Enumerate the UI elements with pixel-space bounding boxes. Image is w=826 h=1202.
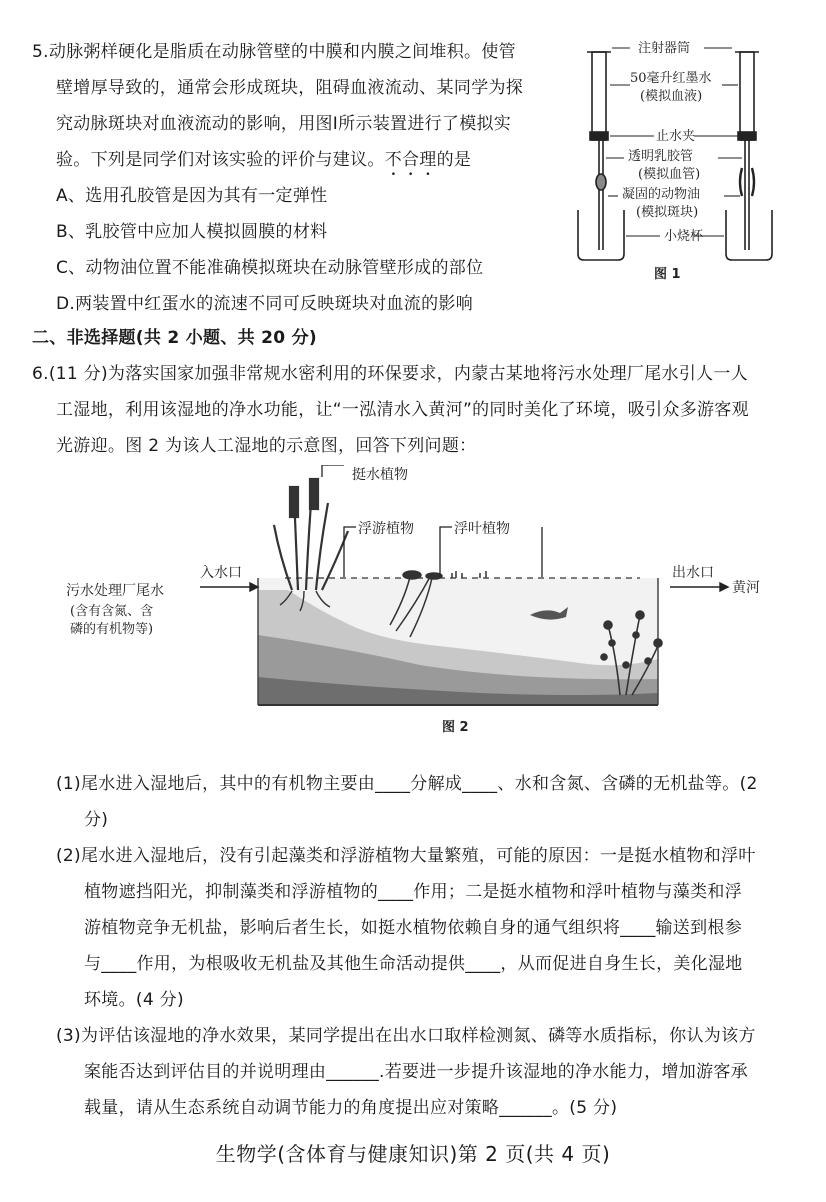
q6-sub2-line-4: 与____作用，为根吸收无机盐及其他生命活动提供____，从而促进自身生长，美化湿地 <box>84 954 743 974</box>
q6-sub2-line-5: 环境。(4 分) <box>84 990 184 1010</box>
q5-line-4-prefix: 验。下列是同学们对该实验的评价与建议。 <box>56 150 385 170</box>
fig2-label-plankton: 浮游植物 <box>358 521 414 537</box>
fig1-label-fat: 凝固的动物油 <box>622 187 701 202</box>
fig2-label-emergent: 挺水植物 <box>352 467 408 483</box>
fig1-label-syringe: 注射器筒 <box>638 41 691 56</box>
fig2-source-note-1: (含有含氮、含 <box>70 604 154 619</box>
left-beaker <box>578 210 624 260</box>
right-clamp <box>738 132 756 140</box>
q6-sub2-line-3: 游植物竞争无机盐，影响后者生长，如挺水植物依赖自身的通气组织将____输送到根参 <box>84 918 742 938</box>
figure-2-wetland-diagram <box>60 465 780 740</box>
q5-line-3: 究动脉斑块对血液流动的影响，用图Ⅰ所示装置进行了模拟实 <box>56 114 512 134</box>
q5-line-4 <box>56 148 471 180</box>
fig2-source-label: 污水处理厂尾水 <box>66 583 164 599</box>
fig1-label-tube: 透明乳胶管 <box>628 149 694 164</box>
fig1-label-red-ink-note: (模拟血液) <box>640 89 703 104</box>
q5-option-c: C、动物油位置不能准确模拟斑块在动脉管壁形成的部位 <box>56 258 484 278</box>
fig2-label-floating-leaf: 浮叶植物 <box>454 521 510 537</box>
q6-sub3-line-3: 载量，请从生态系统自动调节能力的角度提出应对策略______。(5 分) <box>84 1098 618 1118</box>
q6-sub2-line-2: 植物遮挡阳光，抑制藻类和浮游植物的____作用；二是挺水植物和浮叶植物与藻类和浮 <box>84 882 742 902</box>
q6-sub1-line-2: 分) <box>84 810 109 830</box>
right-syringe-barrel <box>740 52 754 140</box>
q5-emphasis-not-reasonable: 不合理 <box>384 150 437 170</box>
left-syringe-barrel <box>592 52 606 140</box>
page-footer: 生物学(含体育与健康知识)第 2 页(共 4 页) <box>215 1142 611 1166</box>
fig1-caption: 图 1 <box>654 267 681 282</box>
fig1-label-red-ink: 50毫升红墨水 <box>630 71 712 86</box>
q6-intro-3: 光游迎。图 2 为该人工湿地的示意图，回答下列问题： <box>56 436 477 456</box>
wetland-body <box>258 578 658 705</box>
fig1-label-beaker: 小烧杯 <box>664 229 704 244</box>
left-clamp <box>590 132 608 140</box>
q6-sub3-line-1: (3)为评估该湿地的净水效果，某同学提出在出水口取样检测氮、磷等水质指标，你认为该方 <box>56 1026 756 1046</box>
q5-line-1: 5.动脉粥样硬化是脂质在动脉管壁的中膜和内膜之间堆积。使管 <box>32 42 516 62</box>
q5-line-4-suffix: 的是 <box>436 150 472 170</box>
q5-option-d: D.两装置中红蛋水的流速不同可反映斑块对血流的影响 <box>56 294 473 314</box>
q6-sub2-line-1: (2)尾水进入湿地后，没有引起藻类和浮游植物大量繁殖，可能的原因：一是挺水植物和浮叶 <box>56 846 756 866</box>
q5-option-a: A、选用孔胶管是因为其有一定弹性 <box>56 186 328 206</box>
q6-sub1-line-1: (1)尾水进入湿地后，其中的有机物主要由____分解成____、水和含氮、含磷的无机盐等。(2 <box>56 774 758 794</box>
q6-sub3-line-2: 案能否达到评估目的并说明理由______.若要进一步提升该湿地的净水能力，增加游客承 <box>84 1062 749 1082</box>
left-fat-plug <box>596 174 606 190</box>
fig1-label-tube-note: (模拟血管) <box>638 167 701 182</box>
section-2-title: 二、非选择题(共 2 小题、共 20 分) <box>32 328 317 348</box>
q6-intro-1: 6.(11 分)为落实国家加强非常规水密利用的环保要求，内蒙古某地将污水处理厂尾水引人一人 <box>32 364 749 384</box>
q6-intro-2: 工湿地，利用该湿地的净水功能，让“一泓清水入黄河”的同时美化了环境，吸引众多游客观 <box>56 400 749 420</box>
fig2-caption: 图 2 <box>442 720 469 735</box>
figure-1-apparatus <box>572 30 812 290</box>
fig2-river-label: 黄河 <box>732 580 760 596</box>
fig1-label-fat-note: (模拟斑块) <box>636 205 699 220</box>
fig1-label-clamp: 止水夹 <box>656 129 696 144</box>
fig2-source-note-2: 磷的有机物等) <box>70 622 154 637</box>
fig2-inlet-label: 入水口 <box>200 565 242 581</box>
fig2-outlet-label: 出水口 <box>672 565 714 581</box>
q5-option-b: B、乳胶管中应加人模拟圆膜的材料 <box>56 222 328 242</box>
q5-line-2: 壁增厚导致的，通常会形成斑块，阻碍血液流动、某同学为探 <box>56 78 524 98</box>
